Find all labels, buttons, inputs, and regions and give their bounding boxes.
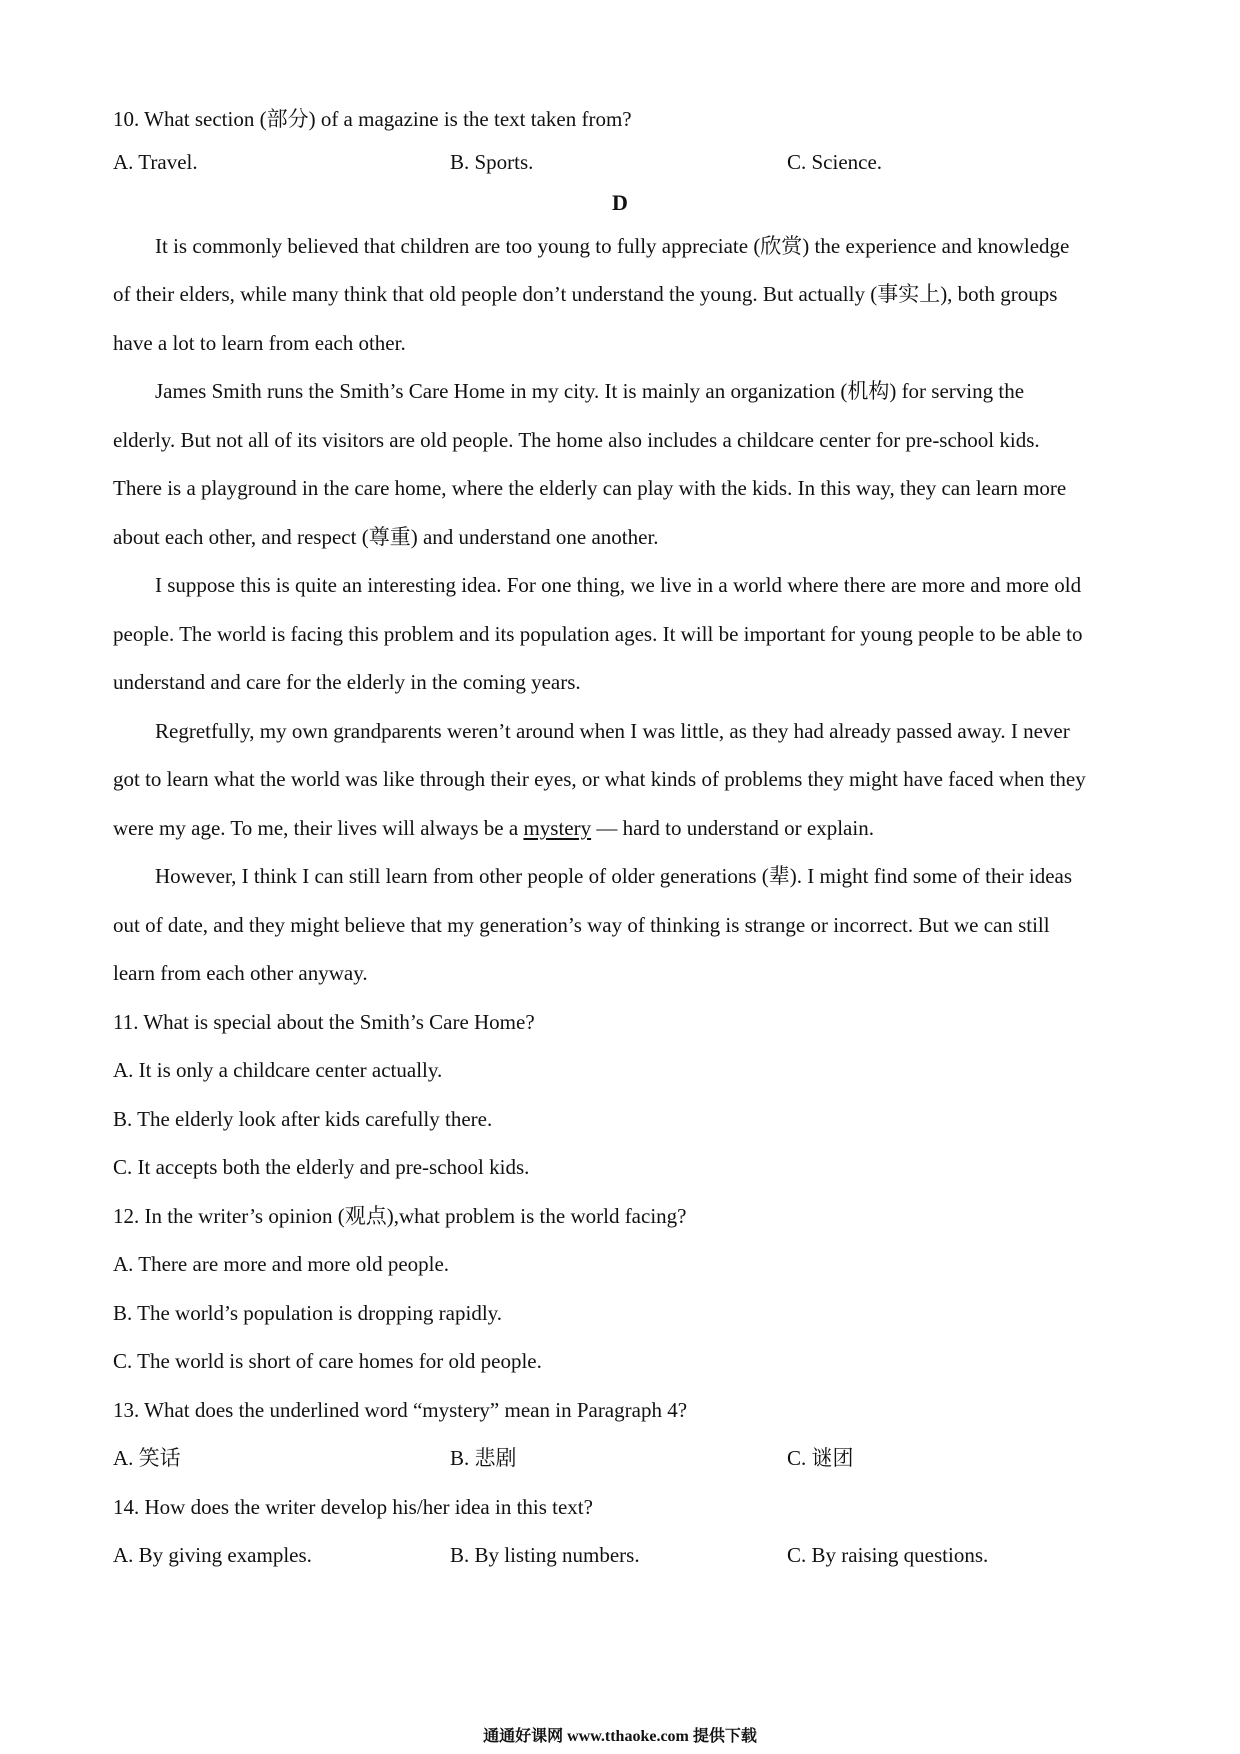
passage-p2-line2: elderly. But not all of its visitors are old people. The home also includes a childcare center for pre-school kids.	[113, 428, 1040, 452]
q10-stem: 10. What section (部分) of a magazine is the text taken from?	[113, 107, 632, 131]
q11-stem: 11. What is special about the Smith’s Care Home?	[113, 1010, 535, 1034]
q10-option-c: C. Science.	[787, 150, 883, 174]
passage-p5-line1: However, I think I can still learn from other people of older generations (辈). I might find some of their ideas	[155, 864, 1073, 888]
q13-option-a: A. 笑话	[113, 1446, 181, 1470]
q12-option-c: C. The world is short of care homes for old people.	[113, 1349, 542, 1373]
passage-p4-line3	[113, 814, 1133, 842]
q14-option-a: A. By giving examples.	[113, 1543, 312, 1567]
passage-p1-line1: It is commonly believed that children are too young to fully appreciate (欣赏) the experience and knowledge	[155, 234, 1070, 258]
q11-option-a: A. It is only a childcare center actually.	[113, 1058, 443, 1082]
q14-option-b: B. By listing numbers.	[450, 1543, 640, 1567]
passage-p4-line2: got to learn what the world was like through their eyes, or what kinds of problems they might have faced when they	[113, 767, 1086, 791]
q13-stem: 13. What does the underlined word “mystery” mean in Paragraph 4?	[113, 1398, 688, 1422]
passage-p3-line2: people. The world is facing this problem and its population ages. It will be important for young people to be able to	[113, 622, 1083, 646]
underlined-word-mystery: mystery	[523, 816, 592, 840]
passage-p2-line1: James Smith runs the Smith’s Care Home in my city. It is mainly an organization (机构) for serving the	[155, 379, 1025, 403]
p4-text-before: were my age. To me, their lives will always be a	[113, 816, 524, 840]
passage-p1-line3: have a lot to learn from each other.	[113, 331, 406, 355]
page-footer: 通通好课网 www.tthaoke.com 提供下载	[483, 1728, 757, 1745]
passage-p4-line1: Regretfully, my own grandparents weren’t around when I was little, as they had already passed away. I never	[155, 719, 1070, 743]
q14-stem: 14. How does the writer develop his/her idea in this text?	[113, 1495, 593, 1519]
passage-p5-line2: out of date, and they might believe that my generation’s way of thinking is strange or incorrect. But we can still	[113, 913, 1050, 937]
q11-option-c: C. It accepts both the elderly and pre-school kids.	[113, 1155, 530, 1179]
q13-option-c: C. 谜团	[787, 1446, 854, 1470]
q11-option-b: B. The elderly look after kids carefully there.	[113, 1107, 493, 1131]
passage-p5-line3: learn from each other anyway.	[113, 961, 368, 985]
q12-option-b: B. The world’s population is dropping rapidly.	[113, 1301, 503, 1325]
q10-option-a: A. Travel.	[113, 150, 198, 174]
passage-p1-line2: of their elders, while many think that old people don’t understand the young. But actually (事实上), both groups	[113, 282, 1058, 306]
q13-option-b: B. 悲剧	[450, 1446, 517, 1470]
q14-option-c: C. By raising questions.	[787, 1543, 989, 1567]
passage-p3-line3: understand and care for the elderly in the coming years.	[113, 670, 581, 694]
passage-p2-line3: There is a playground in the care home, where the elderly can play with the kids. In this way, they can learn more	[113, 476, 1067, 500]
q12-option-a: A. There are more and more old people.	[113, 1252, 450, 1276]
p4-text-after: — hard to understand or explain.	[591, 816, 874, 840]
q12-stem: 12. In the writer’s opinion (观点),what problem is the world facing?	[113, 1204, 687, 1228]
section-heading: D	[612, 190, 628, 215]
q10-option-b: B. Sports.	[450, 150, 534, 174]
passage-p3-line1: I suppose this is quite an interesting idea. For one thing, we live in a world where there are more and more old	[155, 573, 1082, 597]
passage-p2-line4: about each other, and respect (尊重) and understand one another.	[113, 525, 659, 549]
